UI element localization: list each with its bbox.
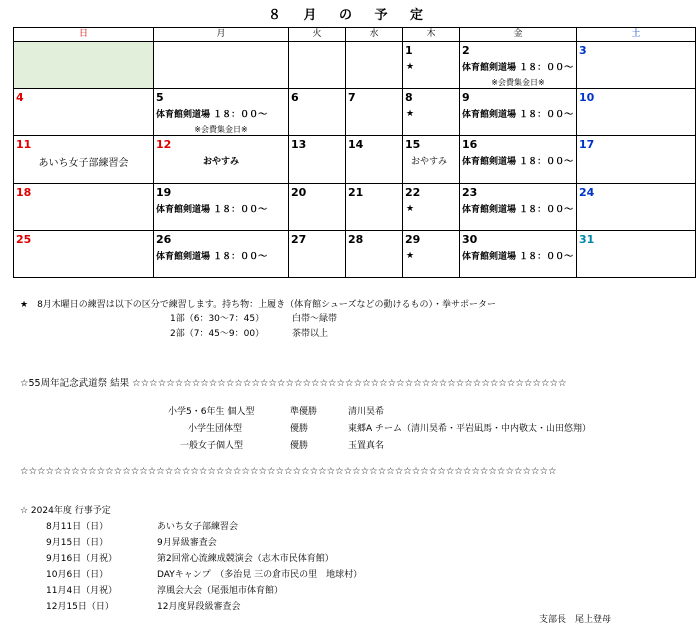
day-cell <box>346 183 403 230</box>
day-cell <box>346 230 403 277</box>
fee-note: ※会費集金日※ <box>194 125 248 135</box>
day-cell <box>289 89 346 136</box>
schedule-event: あいち女子部練習会 <box>157 522 239 532</box>
star-marker: ★ <box>406 62 415 73</box>
day-cell <box>460 89 577 136</box>
practice-event: 体育館剣道場 １８：００～ <box>156 204 268 215</box>
schedule-header: ☆ 2024年度 行事予定 <box>20 506 111 516</box>
star-marker: ★ <box>406 203 415 214</box>
day-cell <box>154 136 289 183</box>
day-number: 30 <box>462 232 478 246</box>
day-number: 1 <box>405 44 413 58</box>
schedule-event: DAYキャンプ （多治見 三の倉市民の里 地球村） <box>157 570 363 580</box>
schedule-date: 11月4日（月祝） <box>46 586 118 596</box>
schedule-date: 12月15日（日） <box>46 602 114 612</box>
day-number: 10 <box>579 91 595 105</box>
empty-day-cell <box>154 42 289 89</box>
result-name: 玉置真名 <box>348 441 385 451</box>
day-cell <box>14 136 154 183</box>
day-cell <box>403 89 460 136</box>
day-number: 25 <box>16 232 32 246</box>
day-number: 17 <box>579 138 595 152</box>
day-cell <box>154 89 289 136</box>
result-category: 一般女子個人型 <box>180 441 244 451</box>
part1-time: 1部（6：30〜7：45） <box>170 314 265 324</box>
weekday-sat: 土 <box>577 28 696 42</box>
holiday-label: おやすみ <box>202 157 239 168</box>
week-row <box>14 183 696 230</box>
day-number: 2 <box>462 44 470 58</box>
result-name: 清川昊希 <box>348 407 385 417</box>
practice-event: 体育館剣道場 １８：００～ <box>462 204 574 215</box>
day-number: 18 <box>16 185 32 199</box>
week-row <box>14 136 696 183</box>
day-cell <box>577 136 696 183</box>
weekday-sun: 日 <box>14 28 154 42</box>
day-number: 26 <box>156 232 172 246</box>
empty-day-cell <box>289 42 346 89</box>
day-number: 19 <box>156 185 172 199</box>
results-divider: ☆☆☆☆☆☆☆☆☆☆☆☆☆☆☆☆☆☆☆☆☆☆☆☆☆☆☆☆☆☆☆☆☆☆☆☆☆☆☆☆☆☆☆☆☆☆☆☆☆☆☆☆☆☆☆☆☆☆☆☆☆☆☆ <box>20 466 557 477</box>
day-cell <box>403 42 460 89</box>
day-number: 29 <box>405 232 421 246</box>
day-cell <box>289 136 346 183</box>
day-cell <box>154 230 289 277</box>
part2-time: 2部（7：45〜9：00） <box>170 329 265 339</box>
day-cell <box>403 230 460 277</box>
day-number: 21 <box>348 185 364 199</box>
day-cell <box>577 89 696 136</box>
day-cell <box>346 136 403 183</box>
fee-note: ※会費集金日※ <box>491 78 545 88</box>
day-number: 12 <box>156 138 172 152</box>
day-number: 3 <box>579 44 587 58</box>
part1-group: 白帯〜緑帯 <box>292 314 338 324</box>
practice-event: 体育館剣道場 １８：００～ <box>462 63 574 74</box>
practice-event: 体育館剣道場 １８：００～ <box>462 157 574 168</box>
thursday-practice-note: ★ 8月木曜日の練習は以下の区分で練習します。持ち物：上履き（体育館シューズなどの動けるもの）・拳サポーター <box>20 300 496 310</box>
day-number: 7 <box>348 91 356 105</box>
day-cell <box>14 183 154 230</box>
signature: 支部長 尾上登母 <box>539 615 612 625</box>
day-cell <box>346 89 403 136</box>
weekday-wed: 水 <box>346 28 403 42</box>
day-number: 16 <box>462 138 478 152</box>
weekday-fri: 金 <box>460 28 577 42</box>
empty-day-cell <box>14 42 154 89</box>
day-number: 27 <box>291 232 307 246</box>
practice-event: 体育館剣道場 １８：００～ <box>156 251 268 262</box>
result-place: 優勝 <box>290 424 309 434</box>
practice-event: 体育館剣道場 １８：００～ <box>462 110 574 121</box>
day-cell <box>154 183 289 230</box>
result-place: 準優勝 <box>290 407 318 417</box>
schedule-event: 12月度昇段級審査会 <box>157 602 241 612</box>
day-number: 14 <box>348 138 364 152</box>
aichi-women-event: あいち女子部練習会 <box>38 158 129 170</box>
day-cell <box>289 230 346 277</box>
practice-event: 体育館剣道場 １８：００～ <box>462 251 574 262</box>
schedule-date: 9月15日（日） <box>46 538 109 548</box>
day-cell <box>14 230 154 277</box>
holiday-label: おやすみ <box>411 157 448 168</box>
schedule-event: 第2回常心流練成競演会（志木市民体育館） <box>157 554 334 564</box>
day-number: 11 <box>16 138 32 152</box>
week-row <box>14 42 696 89</box>
day-cell <box>460 42 577 89</box>
day-cell <box>460 230 577 277</box>
day-number: 23 <box>462 185 478 199</box>
day-cell <box>14 89 154 136</box>
day-number: 8 <box>405 91 413 105</box>
result-category: 小学5・6年生 個人型 <box>168 407 255 417</box>
day-number: 4 <box>16 91 24 105</box>
day-number: 28 <box>348 232 364 246</box>
day-number: 15 <box>405 138 421 152</box>
star-marker: ★ <box>406 109 415 120</box>
part2-group: 茶帯以上 <box>292 329 329 339</box>
schedule-event: 淳風会大会（尾張旭市体育館） <box>157 586 284 596</box>
result-place: 優勝 <box>290 441 309 451</box>
day-cell <box>577 42 696 89</box>
day-number: 6 <box>291 91 299 105</box>
day-number: 31 <box>579 232 595 246</box>
practice-event: 体育館剣道場 １８：００～ <box>156 110 268 121</box>
day-number: 22 <box>405 185 421 199</box>
star-marker: ★ <box>406 250 415 261</box>
day-number: 5 <box>156 91 164 105</box>
empty-day-cell <box>346 42 403 89</box>
week-row <box>14 230 696 277</box>
day-cell <box>577 183 696 230</box>
day-number: 20 <box>291 185 307 199</box>
weekday-thu: 木 <box>403 28 460 42</box>
day-cell <box>403 183 460 230</box>
week-row <box>14 89 696 136</box>
schedule-date: 8月11日（日） <box>46 522 109 532</box>
schedule-date: 10月6日（日） <box>46 570 109 580</box>
day-cell <box>460 136 577 183</box>
page-title: ８ 月 の 予 定 <box>267 8 433 23</box>
weekday-header-row <box>14 28 696 42</box>
weekday-mon: 月 <box>154 28 289 42</box>
day-cell <box>289 183 346 230</box>
results-header: ☆55周年記念武道祭 結果 ☆☆☆☆☆☆☆☆☆☆☆☆☆☆☆☆☆☆☆☆☆☆☆☆☆☆☆☆☆☆☆☆☆☆☆☆☆☆☆☆☆☆☆☆☆☆☆☆☆☆☆ <box>20 378 567 389</box>
schedule-date: 9月16日（月祝） <box>46 554 118 564</box>
result-category: 小学生団体型 <box>188 424 243 434</box>
day-cell <box>460 183 577 230</box>
day-cell <box>403 136 460 183</box>
schedule-event: 9月昇級審査会 <box>157 538 217 548</box>
day-cell <box>577 230 696 277</box>
day-number: 9 <box>462 91 470 105</box>
calendar-table <box>13 27 696 278</box>
day-number: 24 <box>579 185 595 199</box>
result-name: 東郷A チーム（清川昊希・平岩凪馬・中内敬太・山田悠翔） <box>348 424 592 434</box>
day-number: 13 <box>291 138 307 152</box>
weekday-tue: 火 <box>289 28 346 42</box>
